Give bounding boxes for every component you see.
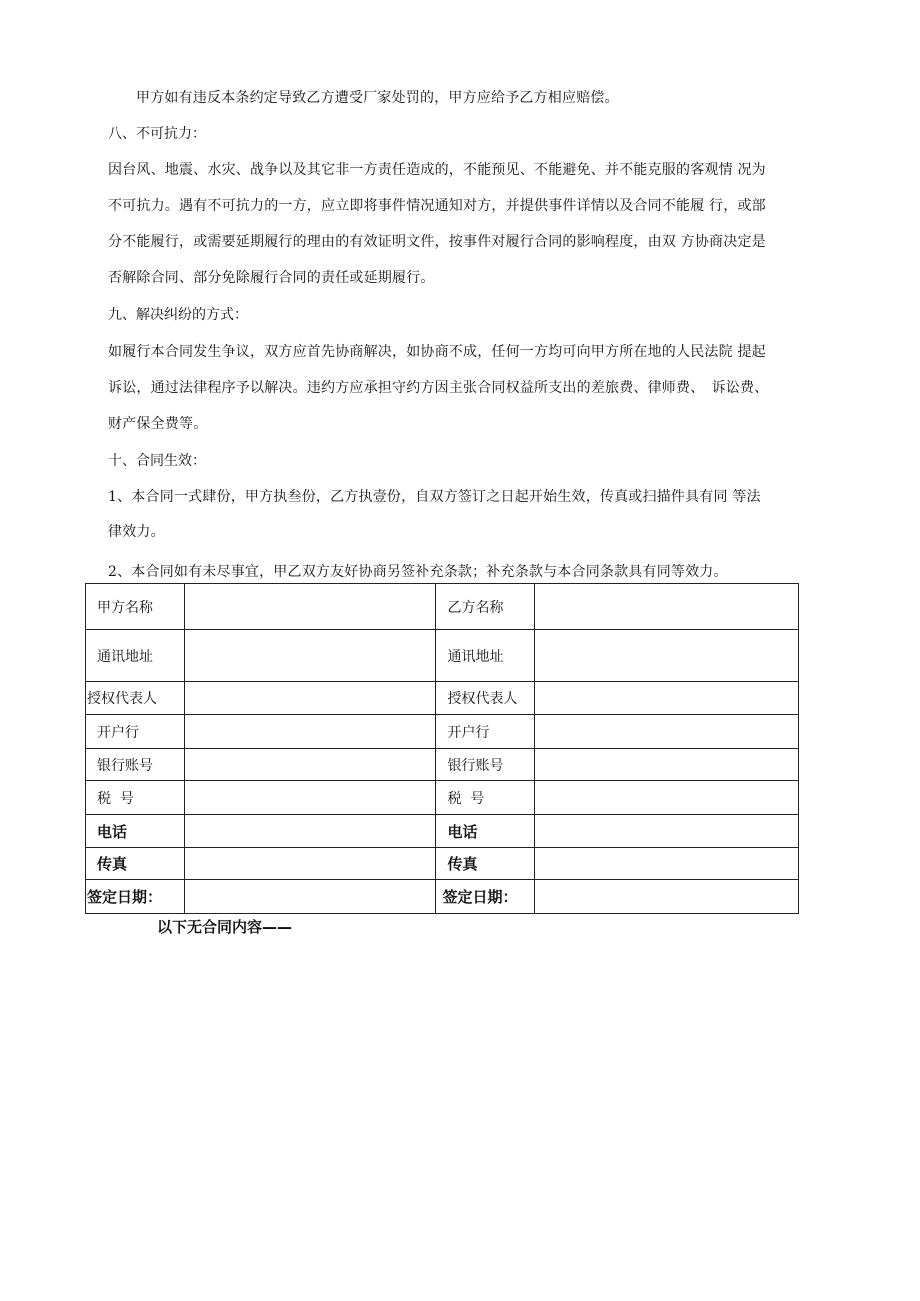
party-a-tax-field[interactable] (184, 781, 436, 815)
party-a-sign-date-field[interactable] (184, 880, 436, 914)
signature-table (85, 583, 799, 914)
party-a-phone-label: 电话 (86, 815, 185, 848)
party-a-label: 甲方名称 (86, 584, 185, 630)
effect-heading: 十、合同生效： (108, 453, 206, 469)
table-row (86, 848, 799, 880)
effect-line: 1、本合同一式肆份，甲方执叁份，乙方执壹份，自双方签订之日起开始生效，传真或扫描件具有同 等法 (108, 489, 761, 505)
party-a-account-field[interactable] (184, 749, 436, 781)
table-row (86, 630, 799, 682)
party-a-representative-label: 授权代表人 (86, 682, 185, 715)
party-a-bank-field[interactable] (184, 715, 436, 749)
party-b-sign-date-label: 签定日期： (436, 880, 535, 914)
table-row (86, 682, 799, 715)
dispute-line: 诉讼，通过法律程序予以解决。违约方应承担守约方因主张合同权益所支出的差旅费、律师费、 诉讼费、 (108, 380, 769, 396)
table-row (86, 815, 799, 848)
effect-line: 律效力。 (108, 524, 165, 540)
clause-intro-line: 甲方如有违反本条约定导致乙方遭受厂家处罚的，甲方应给予乙方相应赔偿。 (136, 90, 619, 106)
party-b-tax-field[interactable] (535, 781, 799, 815)
table-row (86, 715, 799, 749)
party-b-bank-field[interactable] (535, 715, 799, 749)
party-b-address-field[interactable] (535, 630, 799, 682)
party-b-representative-label: 授权代表人 (436, 682, 535, 715)
party-b-representative-field[interactable] (535, 682, 799, 715)
force-majeure-heading: 八、不可抗力： (108, 126, 206, 142)
party-a-representative-field[interactable] (184, 682, 436, 715)
party-b-sign-date-field[interactable] (535, 880, 799, 914)
end-of-contract-note: 以下无合同内容—— (157, 918, 293, 936)
party-a-sign-date-label: 签定日期： (86, 880, 185, 914)
force-majeure-line: 因台风、地震、水灾、战争以及其它非一方责任造成的，不能预见、不能避免、并不能克服的客观情 况为 (108, 162, 766, 178)
party-b-account-field[interactable] (535, 749, 799, 781)
table-row (86, 584, 799, 630)
party-b-label: 乙方名称 (436, 584, 535, 630)
force-majeure-line: 否解除合同、部分免除履行合同的责任或延期履行。 (108, 270, 435, 286)
party-b-tax-label: 税 号 (436, 781, 535, 815)
dispute-heading: 九、解决纠纷的方式： (108, 307, 248, 323)
party-b-fax-label: 传真 (436, 848, 535, 880)
force-majeure-line: 不可抗力。遇有不可抗力的一方，应立即将事件情况通知对方，并提供事件详情以及合同不能履 行，或部 (108, 198, 766, 214)
dispute-line: 如履行本合同发生争议，双方应首先协商解决，如协商不成，任何一方均可向甲方所在地的人民法院 提起 (108, 344, 766, 360)
force-majeure-line: 分不能履行，或需要延期履行的理由的有效证明文件，按事件对履行合同的影响程度，由双 方协商决定是 (108, 234, 766, 250)
table-row (86, 781, 799, 815)
party-b-account-label: 银行账号 (436, 749, 535, 781)
party-b-fax-field[interactable] (535, 848, 799, 880)
party-b-bank-label: 开户行 (436, 715, 535, 749)
party-b-phone-field[interactable] (535, 815, 799, 848)
party-a-tax-label: 税 号 (86, 781, 185, 815)
party-a-name-field[interactable] (184, 584, 436, 630)
party-a-bank-label: 开户行 (86, 715, 185, 749)
party-a-fax-label: 传真 (86, 848, 185, 880)
dispute-line: 财产保全费等。 (108, 416, 208, 432)
party-a-fax-field[interactable] (184, 848, 436, 880)
party-a-address-field[interactable] (184, 630, 436, 682)
party-a-phone-field[interactable] (184, 815, 436, 848)
party-b-address-label: 通讯地址 (436, 630, 535, 682)
party-a-address-label: 通讯地址 (86, 630, 185, 682)
party-b-phone-label: 电话 (436, 815, 535, 848)
party-b-name-field[interactable] (535, 584, 799, 630)
table-row (86, 880, 799, 914)
table-row (86, 749, 799, 781)
effect-line: 2、本合同如有未尽事宜，甲乙双方友好协商另签补充条款；补充条款与本合同条款具有同等效力。 (108, 564, 728, 580)
party-a-account-label: 银行账号 (86, 749, 185, 781)
